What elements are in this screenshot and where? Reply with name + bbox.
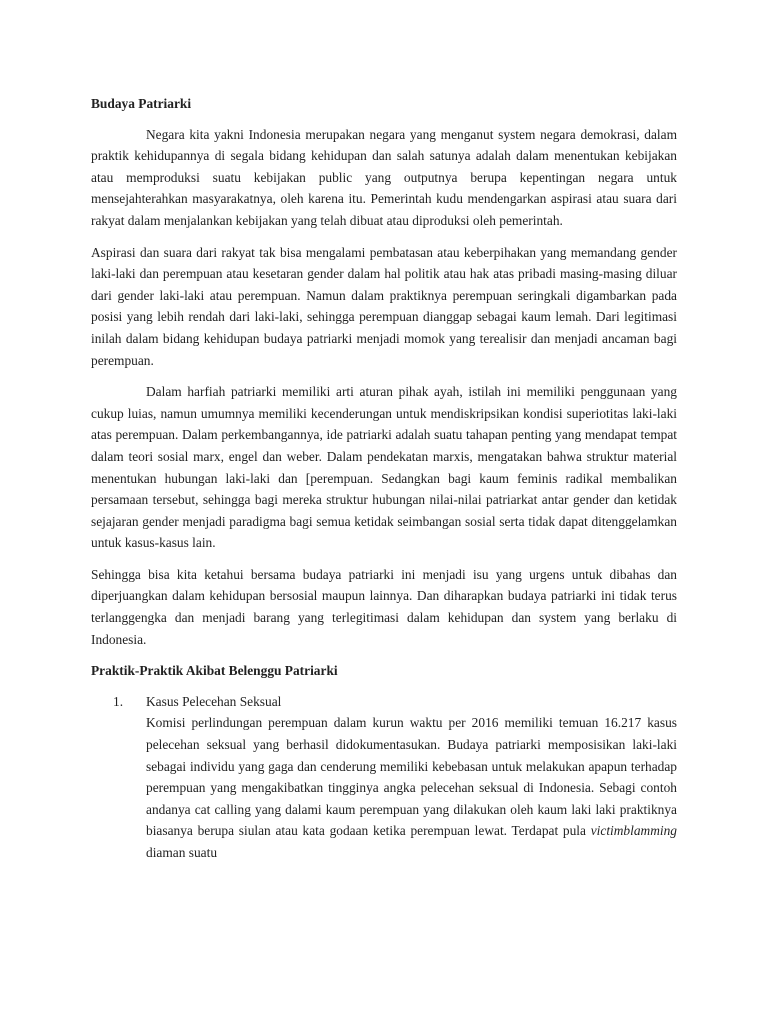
paragraph-2: Aspirasi dan suara dari rakyat tak bisa mengalami pembatasan atau keberpihakan yang memandang gender laki-laki dan perempuan atau kesetaran gender dalam hal politik atau hak atas pribadi masing-masing diluar dari gender laki-laki atau perempuan. Namun dalam praktiknya perempuan seringkali digambarkan pada posisi yang lebih rendah dari laki-laki, sehingga perempuan dianggap sebagai kaum lemah. Dari legitimasi inilah dalam bidang kehidupan budaya patriarki menjadi momok yang terealisir dan menjadi ancaman bagi perempuan. (91, 244, 677, 368)
list-item-title: Kasus Pelecehan Seksual (146, 693, 282, 709)
paragraph-4: Sehingga bisa kita ketahui bersama budaya patriarki ini menjadi isu yang urgens untuk dibahas dan diperjuangkan dalam kehidupan bersosial maupun lainnya. Dan diharapkan budaya patriarki ini tidak terus terlanggengka dan menjadi barang yang terlegitimasi dalam kehidupan dan system yang berlaku di Indonesia. (91, 566, 677, 647)
document-page (91, 93, 677, 864)
numbered-list (91, 691, 677, 864)
list-item-body-tail: diaman suatu (146, 845, 218, 860)
document-title: Budaya Patriarki (91, 96, 192, 111)
list-item-number: 1. (113, 693, 124, 709)
list-item-body (146, 712, 677, 863)
list-item-body-italic: victimblamming (590, 823, 677, 839)
paragraph-3: Dalam harfiah patriarki memiliki arti aturan pihak ayah, istilah ini memiliki penggunaan yang cukup luias, namun umumnya memiliki kecenderungan untuk mendiskripsikan kondisi superiotitas laki-laki atas perempuan. Dalam perkembangannya, ide patriarki adalah suatu tahapan penting yang mendapat tempat dalam teori sosial marx, engel dan weber. Dalam pendekatan marxis, mengatakan bahwa struktur material menentukan hubungan laki-laki dan [perempuan. Sedangkan bagi kaum feminis radikal membalikan persamaan tersebut, sehingga bagi mereka struktur hubungan nilai-nilai patriarkat antar gender dan ketidak sejajaran gender menjadi paradigma bagi semua ketidak seimbangan sosial serta tidak dapat ditenggelamkan untuk kasus-kasus lain. (91, 384, 677, 551)
list-item (91, 691, 677, 864)
section-heading: Praktik-Praktik Akibat Belenggu Patriarki (91, 663, 338, 679)
paragraph-1: Negara kita yakni Indonesia merupakan negara yang menganut system negara demokrasi, dalam praktik kehidupannya di segala bidang kehidupan dan salah satunya adalah dalam menentukan kebijakan atau memproduksi suatu kebijakan public yang outputnya berupa kepentingan negara untuk mensejahterahkan masyarakatnya, oleh karena itu. Pemerintah kudu mendengarkan aspirasi atau suara dari rakyat dalam menjalankan kebijakan yang telah dibuat atau diproduksi oleh pemerintah. (91, 126, 677, 228)
list-item-body-text: Komisi perlindungan perempuan dalam kurun waktu per 2016 memiliki temuan 16.217 kasus pelecehan seksual yang berhasil didokumentasukan. Budaya patriarki memposisikan laki-laki sebagai individu yang gaga dan cenderung memiliki kebebasan untuk melakukan apapun terhadap perempuan yang mengakibatkan tingginya angka pelecehan seksual di Indonesia. Sebagi contoh andanya cat calling yang dalami kaum perempuan yang dilakukan oleh kaum laki laki praktiknya biasanya berupa siulan atau kata godaan ketika perempuan lewat. Terdapat pula (146, 715, 677, 839)
